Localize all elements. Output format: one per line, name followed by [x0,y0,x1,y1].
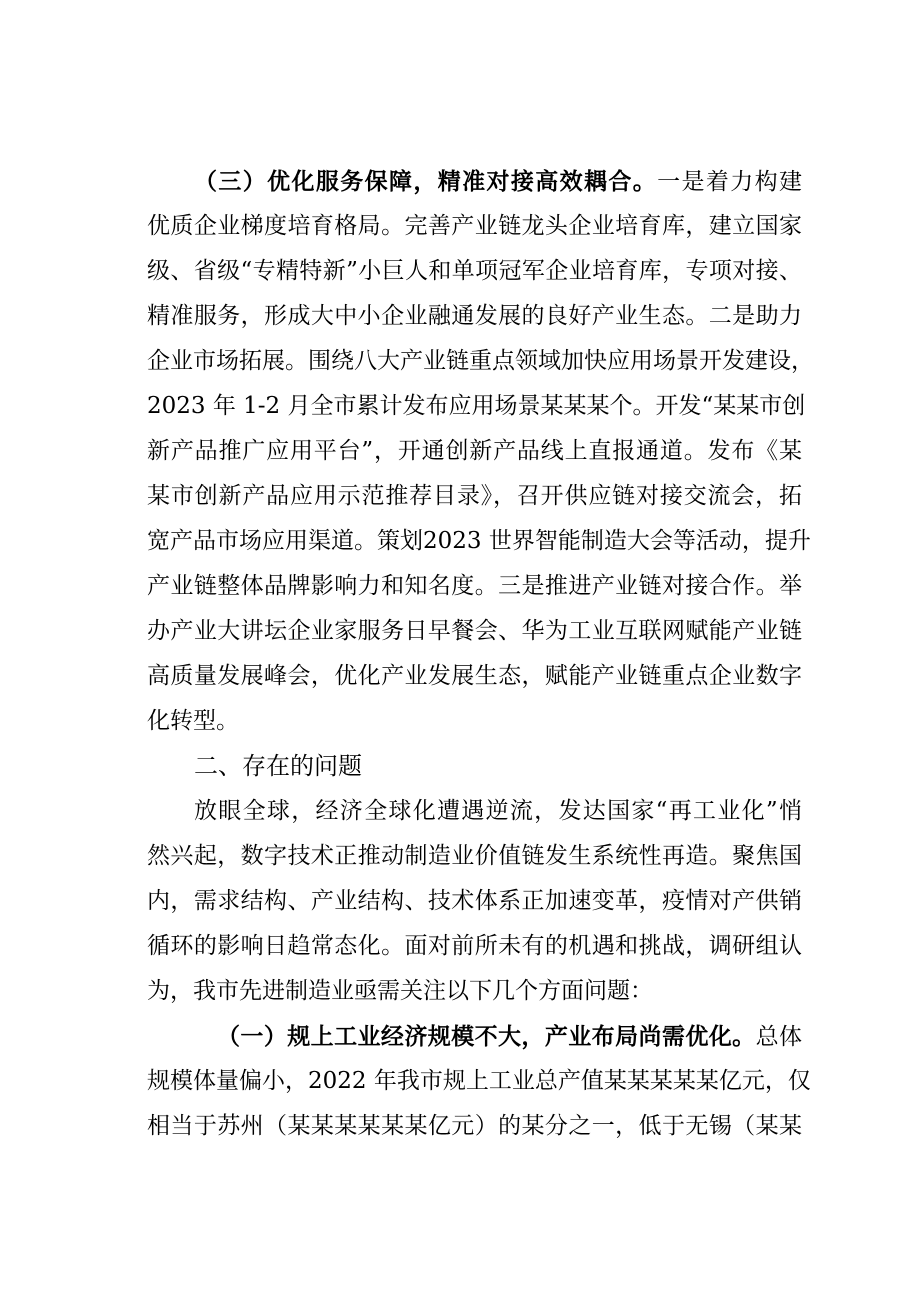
paragraph-line: 相当于苏州（某某某某某某亿元）的某分之一，低于无锡（某某 [147,1113,802,1139]
problem-one-first-line [147,1014,802,1059]
paragraph-line: 内，需求结构、产业结构、技术体系正加速变革，疫情对产供销 [147,888,802,914]
paragraph-line: 2023 年 1-2 月全市累计发布应用场景某某某个。开发“某某市创 [147,393,806,419]
section-three-heading: （三）优化服务保障，精准对接高效耦合。 [194,168,658,195]
problem-one-text: 总体 [755,1024,803,1050]
paragraph-line: 优质企业梯度培育格局。完善产业链龙头企业培育库，建立国家 [147,213,802,239]
paragraph-line: 为，我市先进制造业亟需关注以下几个方面问题： [147,978,653,1004]
paragraph-line: 化转型。 [147,708,239,734]
paragraph-line: 级、省级“专精特新”小巨人和单项冠军企业培育库，专项对接、 [147,258,802,284]
paragraph-line: 宽产品市场应用渠道。策划2023 世界智能制造大会等活动，提升 [147,528,811,554]
section-heading: 二、存在的问题 [194,752,362,780]
paragraph-line: 放眼全球，经济全球化遭遇逆流，发达国家“再工业化”悄 [194,798,802,824]
paragraph-line: 高质量发展峰会，优化产业发展生态，赋能产业链重点企业数字 [147,663,802,689]
paragraph-line: 某市创新产品应用示范推荐目录》，召开供应链对接交流会，拓 [147,483,802,509]
section-three-first-line [147,159,802,204]
problem-one-heading: （一）规上工业经济规模不大，产业布局尚需优化。 [217,1023,756,1050]
paragraph-line: 办产业大讲坛企业家服务日早餐会、华为工业互联网赋能产业链 [147,618,802,644]
paragraph-line: 然兴起，数字技术正推动制造业价值链发生系统性再造。聚焦国 [147,843,802,869]
paragraph-line: 精准服务，形成大中小企业融通发展的良好产业生态。二是助力 [147,303,802,329]
section-three-text: 一是着力构建 [657,169,802,195]
document-body [147,159,814,1149]
paragraph-line: 企业市场拓展。围绕八大产业链重点领域加快应用场景开发建设， [147,348,814,374]
paragraph-line: 循环的影响日趋常态化。面对前所未有的机遇和挑战，调研组认 [147,933,802,959]
paragraph-line: 产业链整体品牌影响力和知名度。三是推进产业链对接合作。举 [147,573,802,599]
paragraph-line: 新产品推广应用平台”，开通创新产品线上直报通道。发布《某 [147,438,802,464]
paragraph-line: 规模体量偏小，2022 年我市规上工业总产值某某某某某亿元，仅 [147,1068,811,1094]
